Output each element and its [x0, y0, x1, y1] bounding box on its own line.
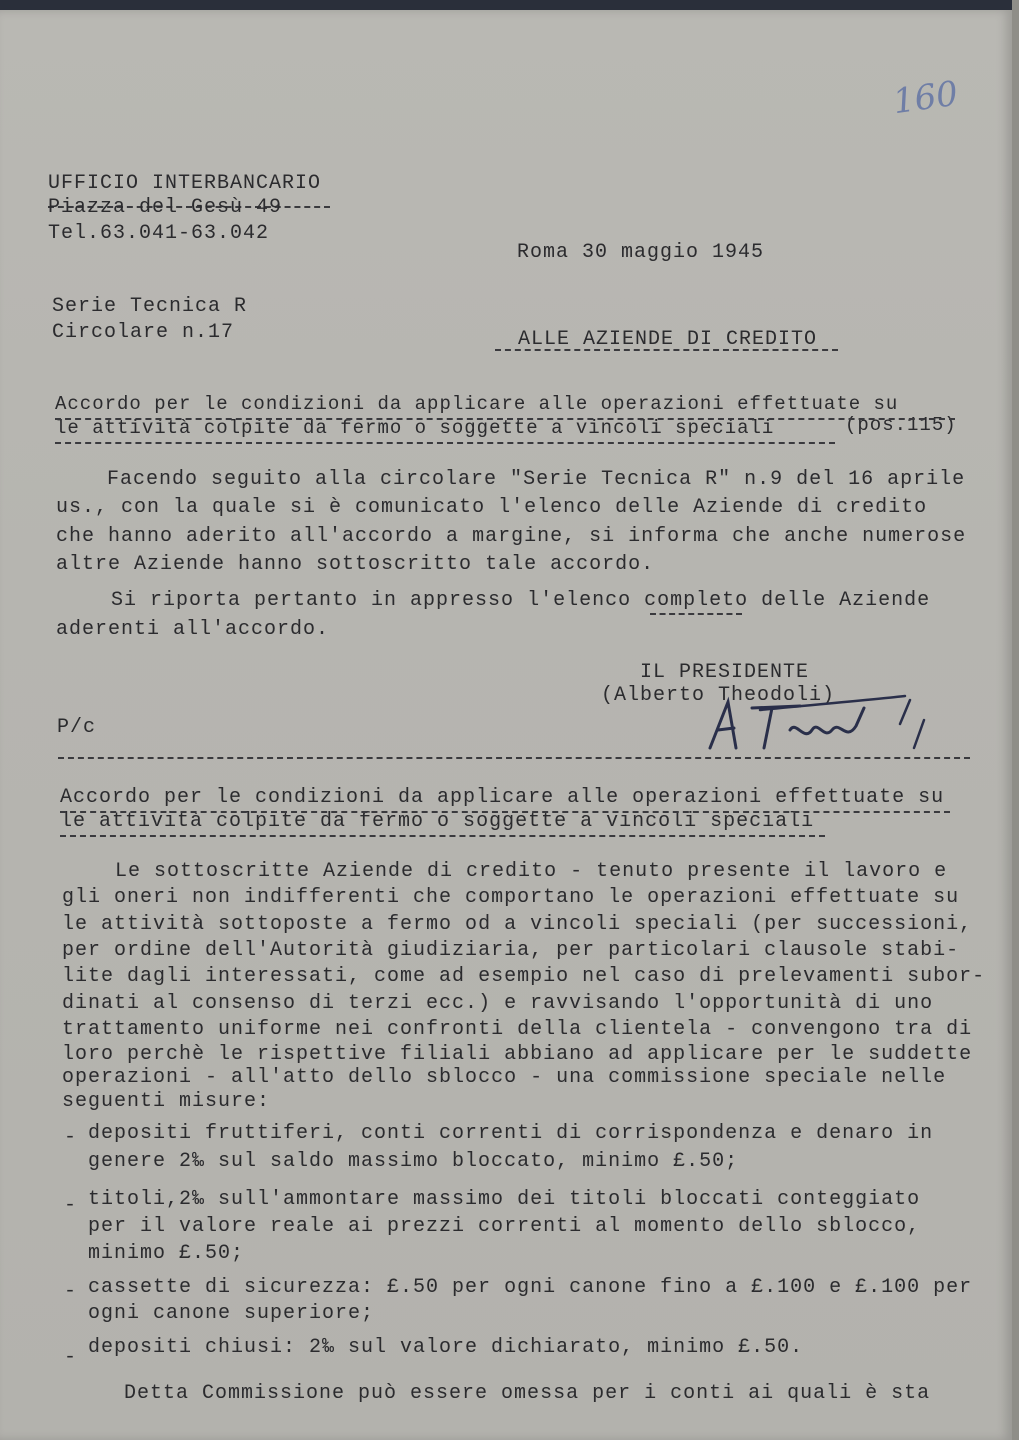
intro-line-3: le attività sottoposte a fermo od a vincoli speciali (per successioni,	[62, 913, 973, 936]
intro-line-7: trattamento uniforme nei confronti della clientela - convengono tra di	[62, 1018, 973, 1041]
addressee-underline	[495, 349, 838, 351]
final-line: Detta Commissione può essere omessa per i conti ai quali è sta	[124, 1382, 931, 1405]
section-divider	[58, 757, 970, 759]
item-3-line-1: cassette di sicurezza: £.50 per ogni canone fino a £.100 e £.100 per	[88, 1276, 973, 1299]
item-3-line-2: ogni canone superiore;	[88, 1302, 375, 1325]
scan-right-edge	[1012, 0, 1019, 1440]
item-2-line-2: per il valore reale ai prezzi correnti al momento dello sblocco,	[88, 1215, 921, 1238]
body-p1-line-4: altre Aziende hanno sottoscritto tale accordo.	[56, 553, 655, 576]
body-p2-line-2: aderenti all'accordo.	[56, 618, 330, 641]
subject-underline-1	[55, 418, 955, 420]
pc-note: P/c	[57, 716, 97, 739]
page-number: 160	[890, 73, 961, 123]
intro-line-5: lite dagli interessati, come ad esempio nel caso di prelevamenti subor-	[62, 965, 986, 988]
item-1-line-2: genere 2‰ sul saldo massimo bloccato, minimo £.50;	[88, 1150, 739, 1173]
complete-underline	[650, 613, 742, 615]
signatory-title: IL PRESIDENTE	[640, 661, 810, 684]
subject-line-2: le attività colpite da fermo o soggette a vincoli speciali	[55, 417, 775, 439]
office-address: Piazza del Gesù 49	[48, 196, 283, 219]
agreement-title-1: Accordo per le condizioni da applicare alle operazioni effettuate su	[60, 786, 945, 809]
circular-number: Circolare n.17	[52, 321, 235, 344]
item-1-line-1: depositi fruttiferi, conti correnti di corrispondenza e denaro in	[88, 1122, 934, 1145]
intro-line-2: gli oneri non indifferenti che comportano le operazioni effettuate su	[62, 886, 960, 909]
item-2-line-3: minimo £.50;	[88, 1242, 245, 1265]
addressee: ALLE AZIENDE DI CREDITO	[518, 328, 818, 351]
body-p1-line-1: Facendo seguito alla circolare "Serie Tecnica R" n.9 del 16 aprile	[107, 468, 966, 491]
intro-line-6: dinati al consenso di terzi ecc.) e ravvisando l'opportunità di uno	[62, 992, 934, 1015]
intro-line-1: Le sottoscritte Aziende di credito - tenuto presente il lavoro e	[115, 860, 948, 883]
series: Serie Tecnica R	[52, 295, 248, 318]
body-p2-line-1: Si riporta pertanto in appresso l'elenco completo delle Aziende	[111, 589, 931, 612]
subject-line-1: Accordo per le condizioni da applicare alle operazioni effettuate su	[55, 393, 899, 415]
intro-line-4: per ordine dell'Autorità giudiziaria, per particolari clausole stabi-	[62, 939, 960, 962]
body-p1-line-2: us., con la quale si è comunicato l'elenco delle Aziende di credito	[56, 496, 928, 519]
intro-line-10: seguenti misure:	[62, 1090, 271, 1113]
item-4-line-1: depositi chiusi: 2‰ sul valore dichiarato, minimo £.50.	[88, 1336, 804, 1359]
subject-underline-2	[55, 442, 835, 444]
intro-line-9: operazioni - all'atto dello sblocco - una commissione speciale nelle	[62, 1066, 947, 1089]
agreement-underline-1	[60, 811, 950, 813]
scan-top-edge	[0, 0, 1019, 10]
item-2-dash: -	[64, 1194, 78, 1217]
subject-pos: (pos.115)	[845, 414, 957, 436]
item-4-dash: -	[64, 1346, 78, 1369]
intro-line-8: loro perchè le rispettive filiali abbiano ad applicare per le suddette	[62, 1043, 973, 1066]
place-date: Roma 30 maggio 1945	[517, 241, 765, 264]
agreement-title-2: le attività colpite da fermo o soggette a vincoli speciali	[60, 810, 815, 833]
item-2-line-1: titoli,2‰ sull'ammontare massimo dei titoli bloccati conteggiato	[88, 1188, 921, 1211]
document-page	[0, 10, 1012, 1440]
item-3-dash: -	[64, 1280, 78, 1303]
office-phone: Tel.63.041-63.042	[48, 222, 270, 245]
item-1-dash: -	[64, 1126, 78, 1149]
handwritten-signature	[700, 690, 940, 760]
signatory-name: (Alberto Theodoli)	[601, 684, 836, 707]
agreement-underline-2	[60, 835, 825, 837]
office-name: UFFICIO INTERBANCARIO	[48, 172, 322, 195]
body-p1-line-3: che hanno aderito all'accordo a margine, si informa che anche numerose	[56, 525, 967, 548]
